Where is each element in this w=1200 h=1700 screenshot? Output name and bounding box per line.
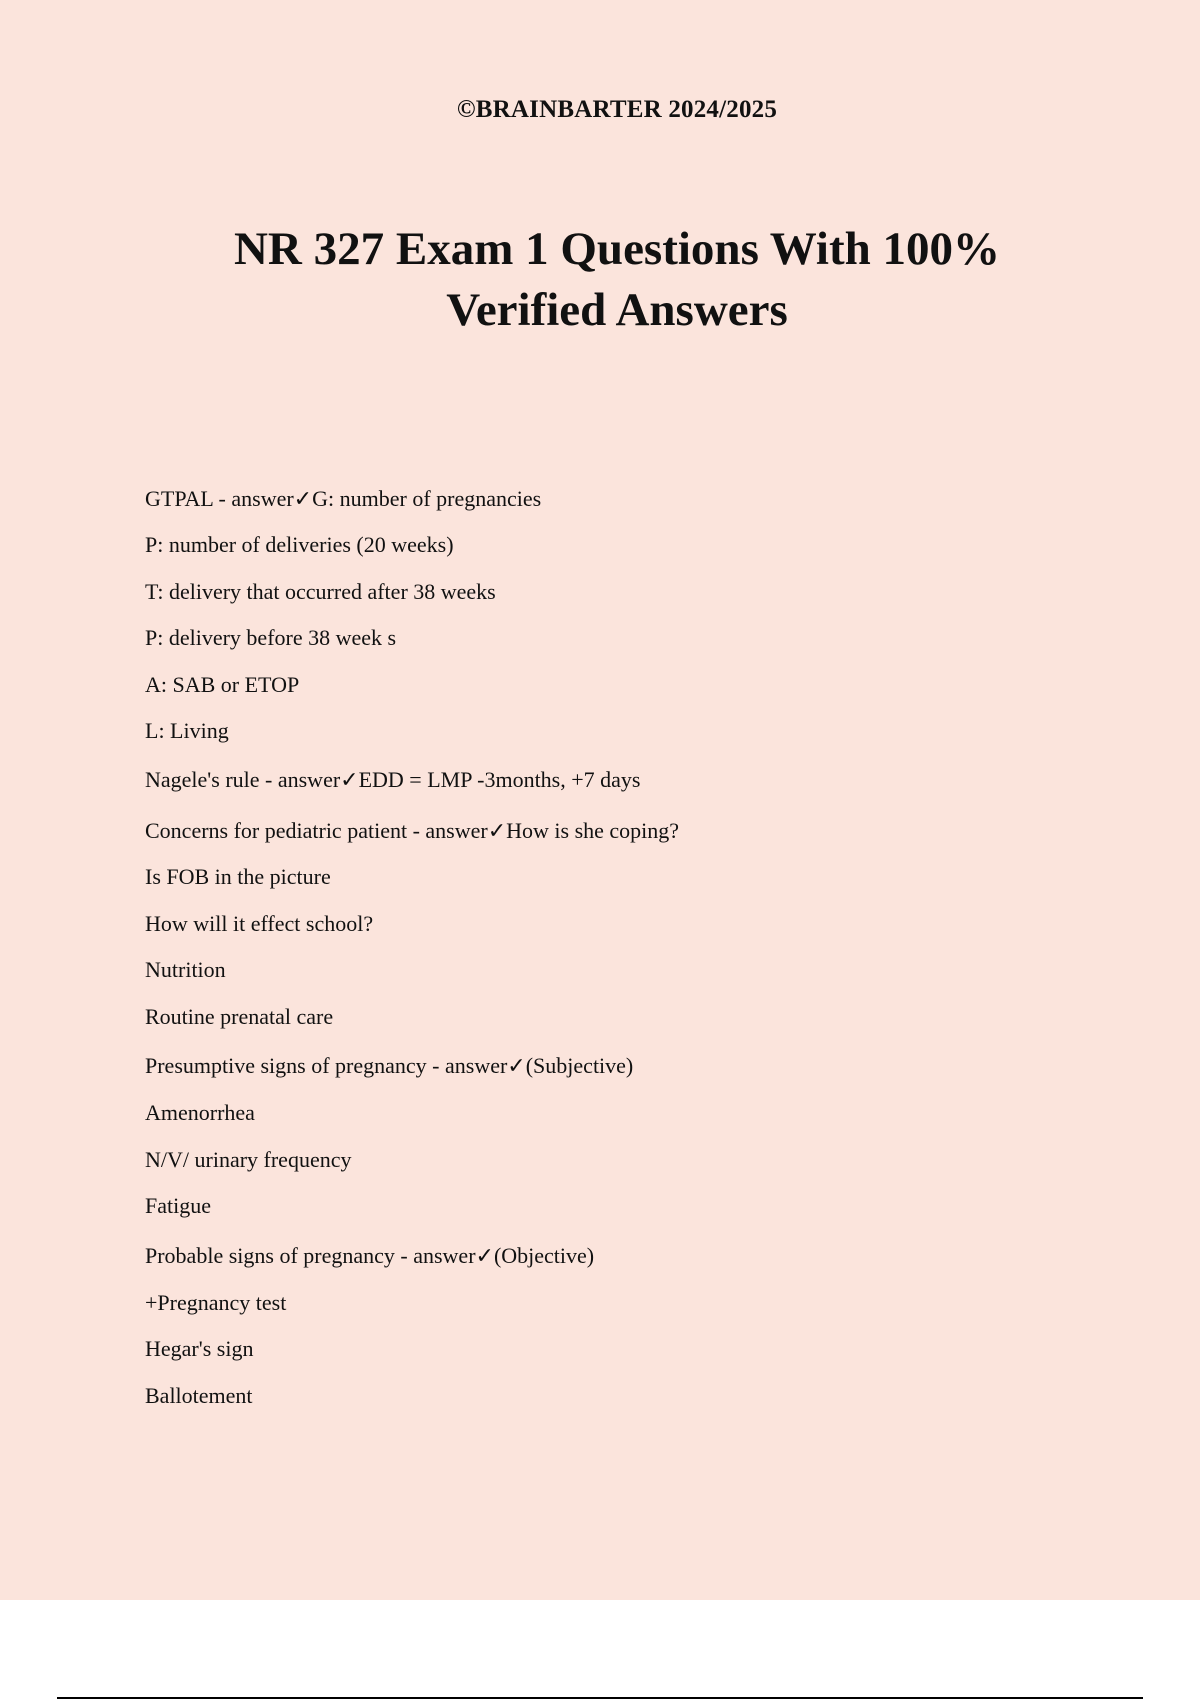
qa-line: Amenorrhea [145,1100,255,1125]
qa-line: T: delivery that occurred after 38 weeks [145,579,496,604]
page-title [0,219,1200,341]
qa-line: Fatigue [145,1193,211,1218]
qa-line: Routine prenatal care [145,1004,334,1029]
qa-line: P: delivery before 38 week s [145,625,397,650]
qa-line: P: number of deliveries (20 weeks) [145,532,454,557]
copyright-header: ©BRAINBARTER 2024/2025 [456,96,778,123]
qa-line: Is FOB in the picture [145,864,331,889]
qa-line: Hegar's sign [145,1336,254,1361]
qa-line: Probable signs of pregnancy - answer✓(Objective) [145,1243,595,1268]
qa-line: Ballotement [145,1383,253,1408]
title-line-2: Verified Answers [446,284,788,336]
qa-line: N/V/ urinary frequency [145,1147,352,1172]
footer-divider [57,1697,1143,1699]
qa-line: Concerns for pediatric patient - answer✓How is she coping? [145,818,680,843]
qa-line: A: SAB or ETOP [145,672,300,697]
qa-line: Nutrition [145,957,226,982]
qa-line: How will it effect school? [145,911,374,936]
title-line-1: NR 327 Exam 1 Questions With 100% [233,223,1001,275]
qa-line: L: Living [145,718,229,743]
qa-line: Presumptive signs of pregnancy - answer✓(Subjective) [145,1053,634,1078]
qa-line: GTPAL - answer✓G: number of pregnancies [145,486,542,511]
qa-line: +Pregnancy test [145,1290,287,1315]
qa-line: Nagele's rule - answer✓EDD = LMP -3months, +7 days [145,767,641,792]
